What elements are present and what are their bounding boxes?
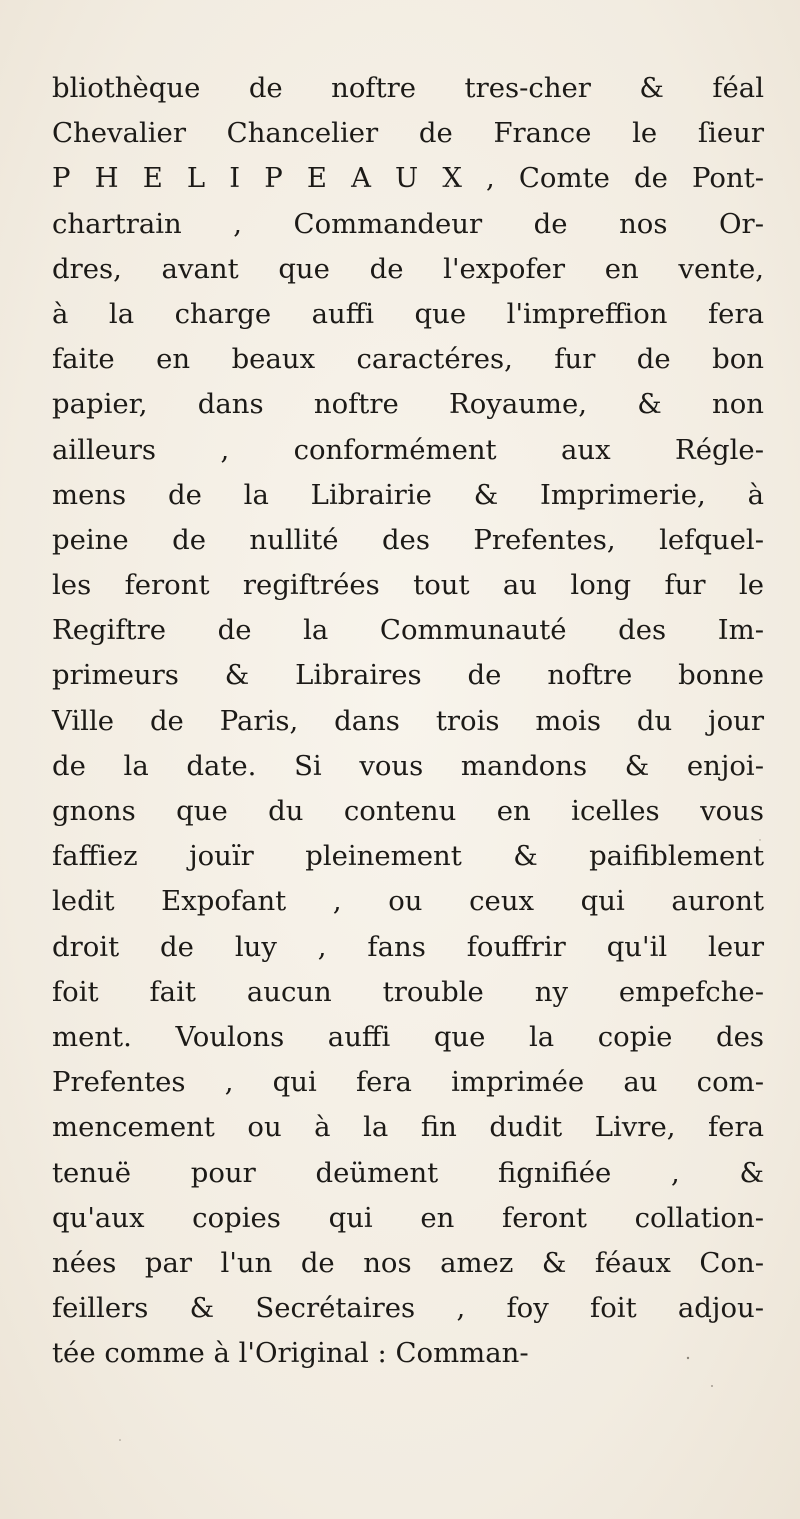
text-line: foit fait aucun trouble ny empefche- [52,975,764,1008]
text-line: faite en beaux caractéres, fur de bon [52,343,764,376]
text-line: P H E L I P E A U X , Comte de Pont- [52,162,764,195]
text-line: primeurs & Libraires de noftre bonne [52,659,764,692]
text-line: qu'aux copies qui en feront collation- [52,1201,764,1234]
text-line: à la charge auffi que l'impreffion fera [52,297,764,330]
text-line: Prefentes , qui fera imprimée au com- [52,1066,764,1099]
text-line: gnons que du contenu en icelles vous [52,795,764,827]
text-line: ledit Expofant , ou ceux qui auront [52,885,764,918]
text-line: ailleurs , conformément aux Régle- [52,433,764,466]
text-line: faffiez jouïr pleinement & paifiblement [52,840,764,873]
text-line: mencement ou à la fin dudit Livre, fera [52,1111,764,1144]
text-line: tenuë pour deüment fignifiée , & [52,1156,764,1189]
text-line: chartrain , Commandeur de nos Or- [52,207,764,240]
text-line: bliothèque de noftre tres-cher & féal [52,72,764,104]
text-line: tée comme à l'Original : Comman- [52,1337,529,1370]
text-line: Regiftre de la Communauté des Im- [52,614,764,647]
text-line: Chevalier Chancelier de France le ſieur [52,117,764,150]
text-line: papier, dans noftre Royaume, & non [52,388,764,421]
text-line: nées par l'un de nos amez & féaux Con- [52,1246,764,1279]
text-line: les feront regiftrées tout au long fur le [52,569,764,602]
text-line: peine de nullité des Prefentes, lefquel- [52,523,764,556]
text-line: feillers & Secrétaires , foy foit adjou- [52,1292,764,1325]
text-line: de la date. Si vous mandons & enjoi- [52,749,764,782]
text-line: Ville de Paris, dans trois mois du jour [52,704,764,737]
text-line: mens de la Librairie & Imprimerie, à [52,478,764,511]
body-text [52,66,764,1376]
text-line: droit de luy , fans fouffrir qu'il leur [52,930,764,963]
text-line: dres, avant que de l'expofer en vente, [52,252,764,285]
text-line: ment. Voulons auffi que la copie des [52,1020,764,1053]
